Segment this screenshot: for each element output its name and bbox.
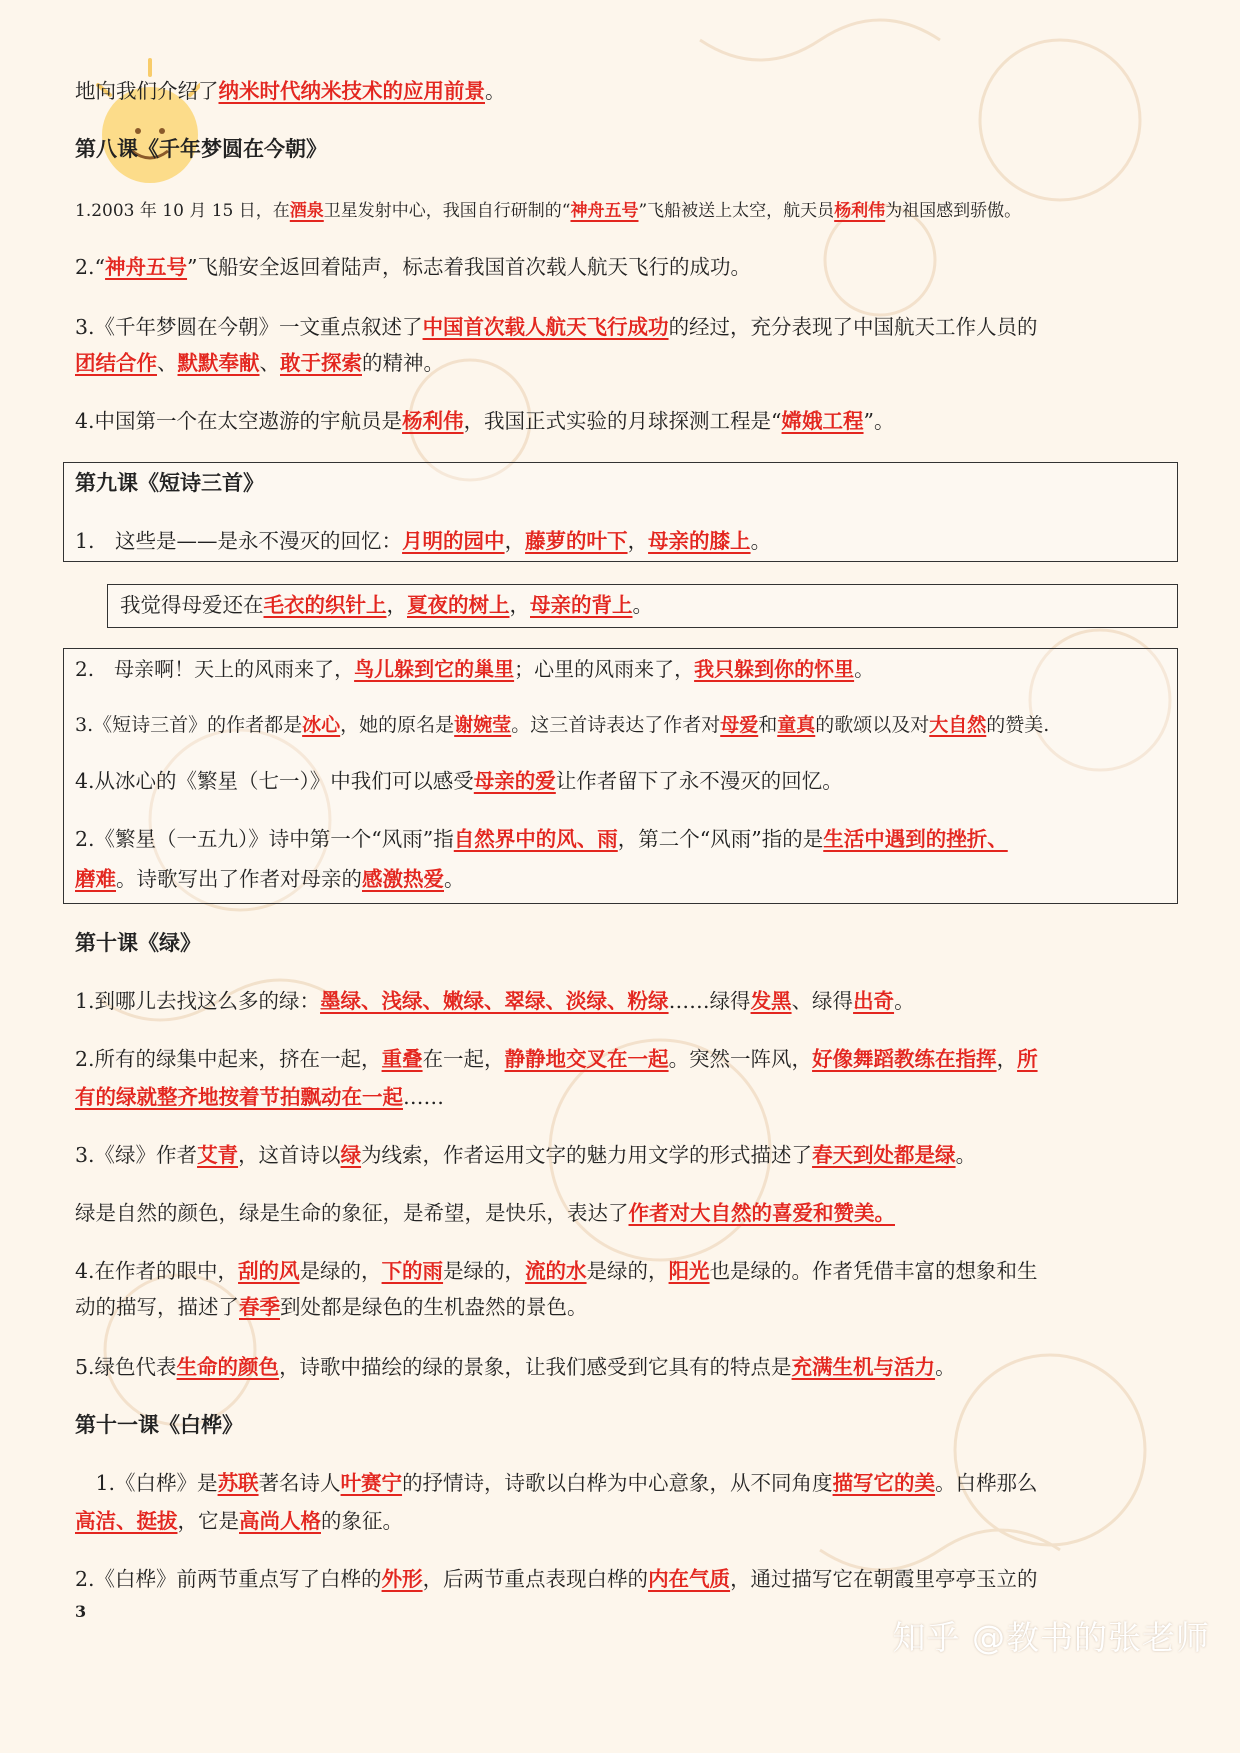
answer-highlight: 重叠 (381, 1047, 423, 1071)
text-run: 。 (854, 657, 875, 681)
answer-highlight: 春季 (239, 1295, 280, 1319)
answer-highlight: 刮的风 (238, 1259, 300, 1283)
answer-highlight: 艾青 (197, 1143, 239, 1167)
text-line (75, 706, 1175, 744)
text-run: 的歌颂以及对 (815, 714, 930, 736)
answer-highlight: 母亲的爱 (473, 769, 556, 793)
answer-highlight: 下的雨 (381, 1259, 444, 1283)
text-run: 第九课《短诗三首》 (75, 470, 264, 495)
text-run: 。 (750, 529, 772, 553)
text-run: 让作者留下了永不漫灭的回忆。 (555, 769, 843, 793)
answer-highlight: 感激热爱 (362, 867, 444, 891)
text-run: 2.《白桦》前两节重点写了白桦的 (75, 1567, 382, 1591)
text-run: 5.绿色代表 (75, 1355, 177, 1379)
text-line (75, 248, 1175, 286)
answer-highlight: 生活中遇到的挫折、 (823, 827, 1008, 851)
text-run: 和 (758, 714, 778, 736)
text-run: ……绿得 (668, 989, 751, 1013)
text-run: 3.《千年梦圆在今朝》一文重点叙述了 (75, 315, 423, 339)
answer-highlight: 有的绿就整齐地按着节拍飘动在一起 (75, 1085, 403, 1109)
text-run: 。 (894, 989, 915, 1013)
answer-highlight: 描写它的美 (832, 1471, 936, 1495)
answer-highlight: 作者对大自然的喜爱和赞美。 (628, 1201, 895, 1225)
text-run: ， (504, 529, 526, 553)
text-run: 的象征。 (321, 1509, 403, 1533)
text-run: ，这首诗以 (238, 1143, 341, 1167)
text-run: ， (996, 1047, 1018, 1071)
text-line (75, 1560, 1175, 1598)
text-run: ，第二个“风雨”指的是 (617, 827, 824, 851)
text-run: ，它是 (177, 1509, 239, 1533)
answer-highlight: 月明的园中 (402, 529, 505, 553)
answer-highlight: 母爱 (720, 714, 759, 736)
text-run: 是绿的， (586, 1259, 669, 1283)
text-run: 。诗歌写出了作者对母亲的 (116, 867, 362, 891)
answer-highlight: 杨利伟 (834, 201, 886, 221)
text-line (75, 1348, 1175, 1386)
text-line (75, 982, 1175, 1020)
answer-highlight: 自然界中的风、雨 (453, 827, 618, 851)
text-run: 是绿的， (443, 1259, 526, 1283)
text-run: ；心里的风雨来了， (514, 657, 695, 681)
text-run: ， (509, 593, 530, 617)
answer-highlight: 苏联 (217, 1471, 259, 1495)
text-run: ，后两节重点表现白桦的 (422, 1567, 649, 1591)
text-run: 2.《繁星（一五九）》诗中第一个“风雨”指 (75, 827, 454, 851)
text-run: ”飞船被送上太空，航天员 (638, 201, 835, 221)
text-run: 在一起， (422, 1047, 505, 1071)
answer-highlight: 神舟五号 (570, 201, 639, 221)
answer-highlight: 静静地交叉在一起 (504, 1047, 669, 1071)
text-run: 动的描写，描述了 (75, 1295, 239, 1319)
text-line (75, 308, 1175, 346)
text-run: ，我国正式实验的月球探测工程是“ (463, 409, 782, 433)
text-run: 。突然一阵风， (668, 1047, 813, 1071)
answer-highlight: 春天到处都是绿 (812, 1143, 956, 1167)
answer-highlight: 流的水 (525, 1259, 587, 1283)
text-run: ，她的原名是 (340, 714, 455, 736)
text-line (75, 402, 1175, 440)
answer-highlight: 神舟五号 (105, 255, 188, 279)
text-run: 为线索，作者运用文字的魅力用文学的形式描述了 (361, 1143, 813, 1167)
answer-highlight: 外形 (381, 1567, 423, 1591)
text-run: 第八课《千年梦圆在今朝》 (75, 136, 327, 161)
text-run: ，诗歌中描绘的绿的景象，让我们感受到它具有的特点是 (279, 1355, 792, 1379)
answer-highlight: 叶赛宁 (340, 1471, 403, 1495)
text-run: 。 (632, 593, 653, 617)
answer-highlight: 出奇 (853, 989, 895, 1013)
answer-highlight: 默默奉献 (177, 351, 260, 375)
text-run: 第十一课《白桦》 (75, 1412, 243, 1437)
text-run: 4.中国第一个在太空遨游的宇航员是 (75, 409, 403, 433)
text-run: 2.所有的绿集中起来，挤在一起， (75, 1047, 382, 1071)
answer-highlight: 生命的颜色 (176, 1355, 280, 1379)
text-run: 1. 这些是——是永不漫灭的回忆： (75, 529, 403, 553)
text-run: ，通过描写它在朝霞里亭亭玉立的 (730, 1567, 1038, 1591)
text-line (75, 650, 1175, 688)
lesson-heading (75, 924, 1175, 962)
text-run: 。 (485, 79, 506, 103)
text-run: 地向我们介绍了 (75, 79, 219, 103)
text-run: 。这三首诗表达了作者对 (511, 714, 721, 736)
watermark: 知乎 @教书的张老师 (892, 1618, 1210, 1657)
answer-highlight: 大自然 (929, 714, 987, 736)
answer-highlight: 杨利伟 (402, 409, 464, 433)
text-run: 1.到哪儿去找这么多的绿： (75, 989, 321, 1013)
text-line (75, 1136, 1175, 1174)
text-run: 到处都是绿色的生机盎然的景色。 (280, 1295, 588, 1319)
lesson-heading (75, 1406, 1175, 1444)
text-line (75, 1078, 1175, 1116)
answer-highlight: 酒泉 (289, 201, 324, 221)
answer-highlight: 内在气质 (648, 1567, 731, 1591)
text-run: 。 (935, 1355, 956, 1379)
answer-highlight: 敢于探索 (280, 351, 362, 375)
text-run: 为祖国感到骄傲。 (885, 201, 1022, 221)
answer-highlight: 高尚人格 (239, 1509, 321, 1533)
answer-highlight: 嫦娥工程 (781, 409, 864, 433)
answer-highlight: 中国首次载人航天飞行成功 (422, 315, 669, 339)
answer-highlight: 磨难 (75, 867, 116, 891)
text-line (75, 192, 1175, 230)
text-run: …… (403, 1085, 444, 1109)
answer-highlight: 母亲的膝上 (648, 529, 751, 553)
answer-highlight: 鸟儿躲到它的巢里 (354, 657, 515, 681)
answer-highlight: 所 (1017, 1047, 1038, 1071)
text-line (75, 762, 1175, 800)
text-run: 我觉得母爱还在 (120, 593, 264, 617)
answer-highlight: 冰心 (302, 714, 341, 736)
text-run: 。白桦那么 (935, 1471, 1038, 1495)
answer-highlight: 发黑 (750, 989, 792, 1013)
answer-highlight: 毛衣的织针上 (263, 593, 387, 617)
text-run: 、 (259, 351, 280, 375)
answer-highlight: 纳米时代纳米技术的应用前景 (218, 79, 485, 103)
answer-highlight: 充满生机与活力 (791, 1355, 936, 1379)
text-line (75, 820, 1175, 858)
text-run: 、 (157, 351, 178, 375)
text-run: 3.《绿》作者 (75, 1143, 198, 1167)
answer-highlight: 团结合作 (75, 351, 157, 375)
text-run: 1.《白桦》是 (75, 1471, 218, 1495)
answer-highlight: 藤萝的叶下 (525, 529, 628, 553)
answer-highlight: 谢婉莹 (454, 714, 512, 736)
text-line (75, 1288, 1175, 1326)
text-run: 卫星发射中心，我国自行研制的“ (323, 201, 571, 221)
text-run: 第十课《绿》 (75, 930, 201, 955)
text-run: 著名诗人 (258, 1471, 341, 1495)
text-line (120, 586, 1220, 624)
text-line (75, 1464, 1175, 1502)
text-line (75, 522, 1175, 560)
text-line (75, 1040, 1175, 1078)
text-run: 的抒情诗，诗歌以白桦为中心意象，从不同角度 (402, 1471, 833, 1495)
text-line (75, 72, 1175, 110)
answer-highlight: 阳光 (668, 1259, 710, 1283)
lesson-heading (75, 464, 1175, 502)
text-run: 1.2003 年 10 月 15 日，在 (75, 201, 290, 221)
text-run: ， (627, 529, 649, 553)
lesson-heading (75, 130, 1175, 168)
text-line (75, 1502, 1175, 1540)
answer-highlight: 母亲的背上 (530, 593, 633, 617)
text-line (75, 344, 1175, 382)
text-line (75, 860, 1175, 898)
answer-highlight: 夏夜的树上 (407, 593, 510, 617)
text-run: 的经过，充分表现了中国航天工作人员的 (668, 315, 1038, 339)
answer-highlight: 墨绿、浅绿、嫩绿、翠绿、淡绿、粉绿 (320, 989, 669, 1013)
text-run: 。 (955, 1143, 977, 1167)
text-run: ”飞船安全返回着陆声，标志着我国首次载人航天飞行的成功。 (187, 255, 752, 279)
text-run: 2. 母亲啊！天上的风雨来了， (75, 657, 355, 681)
text-run: 、绿得 (791, 989, 854, 1013)
text-run: ”。 (863, 409, 895, 433)
answer-highlight: 我只躲到你的怀里 (694, 657, 855, 681)
answer-highlight: 好像舞蹈教练在指挥 (812, 1047, 997, 1071)
answer-highlight: 高洁、挺拔 (75, 1509, 178, 1533)
page-number: 3 (75, 1602, 87, 1621)
answer-highlight: 绿 (340, 1143, 362, 1167)
text-run: 的精神。 (362, 351, 444, 375)
text-run: 3.《短诗三首》的作者都是 (75, 714, 303, 736)
text-run: 。 (444, 867, 465, 891)
text-run: 也是绿的。作者凭借丰富的想象和生 (709, 1259, 1038, 1283)
answer-highlight: 童真 (777, 714, 816, 736)
text-run: 绿是自然的颜色，绿是生命的象征，是希望，是快乐，表达了 (75, 1201, 629, 1225)
text-run: ， (386, 593, 407, 617)
text-line (75, 1194, 1175, 1232)
text-run: 是绿的， (299, 1259, 382, 1283)
text-line (75, 1252, 1175, 1290)
text-run: 的赞美. (986, 714, 1050, 736)
text-run: 4.在作者的眼中， (75, 1259, 239, 1283)
text-run: 2.“ (75, 255, 106, 279)
text-run: 4.从冰心的《繁星（七一）》中我们可以感受 (75, 769, 474, 793)
